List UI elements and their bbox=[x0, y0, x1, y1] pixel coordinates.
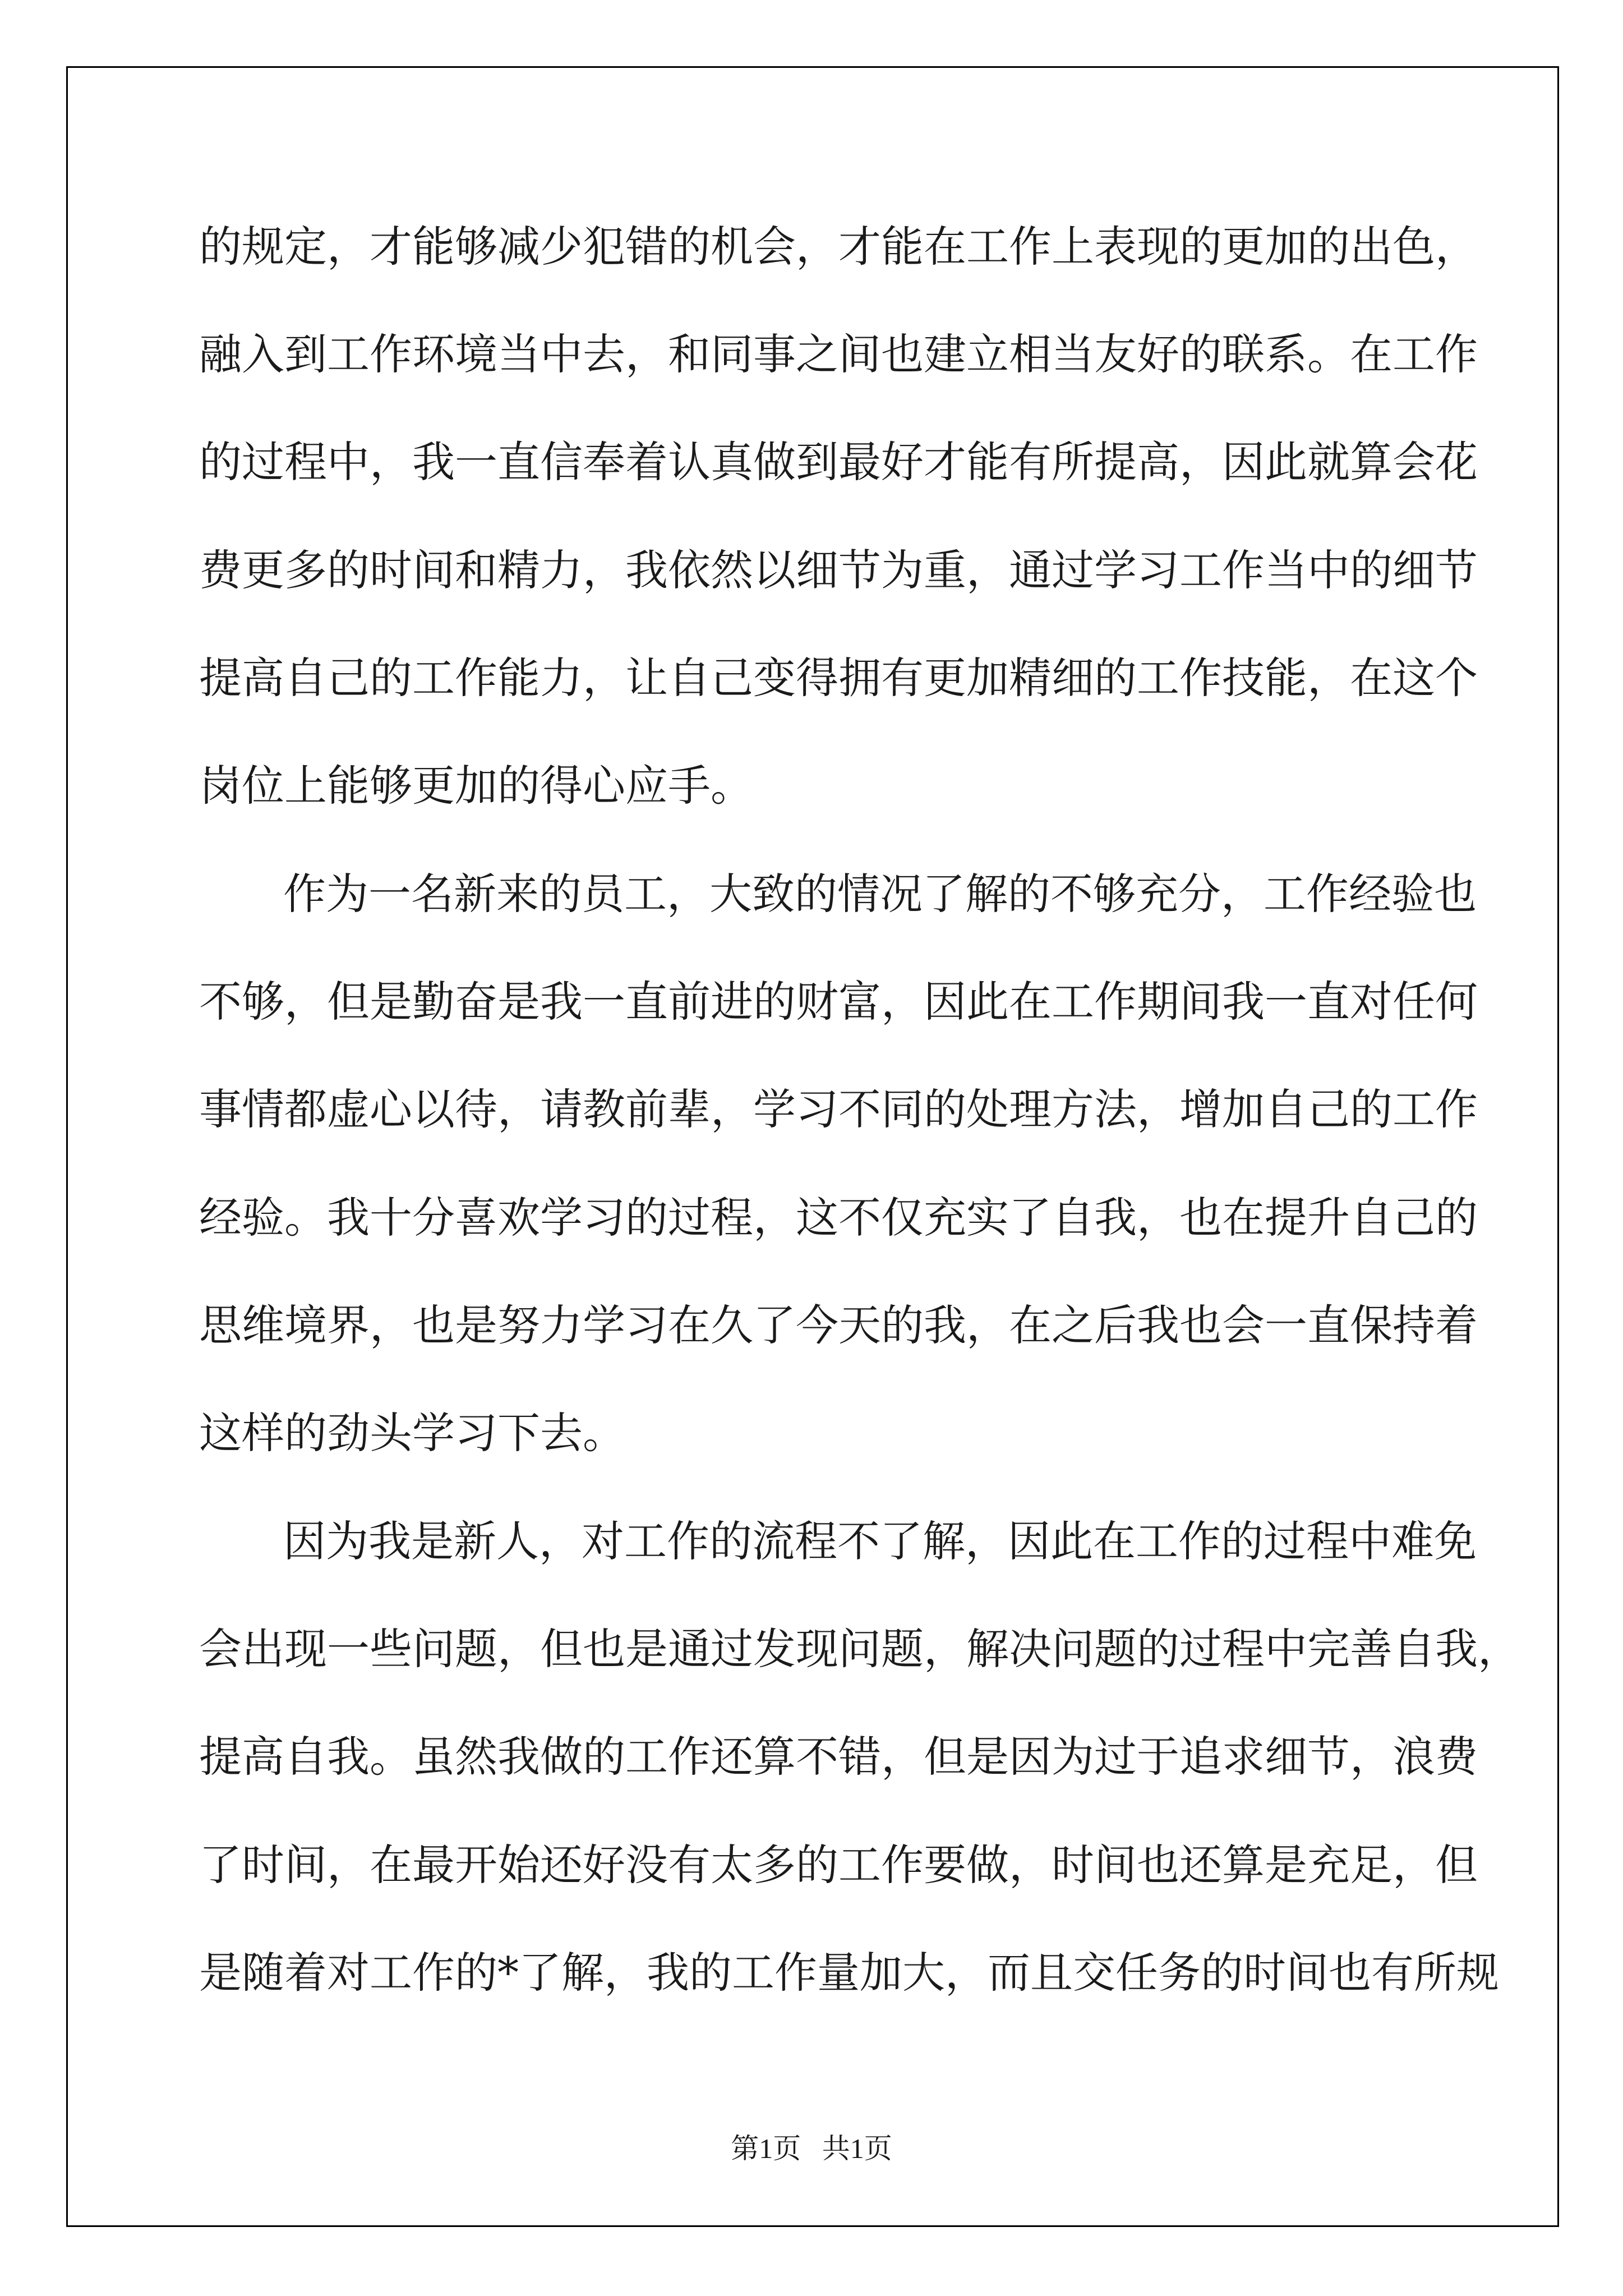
text-line: 了时间，在最开始还好没有太多的工作要做，时间也还算是充足，但 bbox=[199, 1840, 1478, 1890]
text-line: 提高自己的工作能力，让自己变得拥有更加精细的工作技能，在这个 bbox=[199, 653, 1478, 703]
text-line: 会出现一些问题，但也是通过发现问题，解决问题的过程中完善自我， bbox=[199, 1624, 1520, 1674]
page-border bbox=[66, 66, 1559, 2227]
text-line: 提高自我。虽然我做的工作还算不错，但是因为过于追求细节，浪费 bbox=[199, 1732, 1478, 1782]
text-line: 这样的劲头学习下去。 bbox=[199, 1408, 625, 1458]
text-line: 思维境界，也是努力学习在久了今天的我，在之后我也会一直保持着 bbox=[199, 1300, 1478, 1350]
text-line: 事情都虚心以待，请教前辈，学习不同的处理方法，增加自己的工作 bbox=[199, 1084, 1478, 1134]
text-line: 不够，但是勤奋是我一直前进的财富，因此在工作期间我一直对任何 bbox=[199, 977, 1478, 1027]
text-line: 岗位上能够更加的得心应手。 bbox=[199, 761, 753, 811]
page-footer: 第1页 共1页 bbox=[731, 2133, 892, 2164]
paragraph-first-line: 作为一名新来的员工，大致的情况了解的不够充分，工作经验也 bbox=[283, 869, 1477, 919]
text-line: 经验。我十分喜欢学习的过程，这不仅充实了自我，也在提升自己的 bbox=[199, 1193, 1478, 1243]
text-line: 是随着对工作的*了解，我的工作量加大，而且交任务的时间也有所规 bbox=[199, 1948, 1499, 1998]
text-line: 的过程中，我一直信奉着认真做到最好才能有所提高，因此就算会花 bbox=[199, 437, 1478, 487]
text-line: 的规定，才能够减少犯错的机会，才能在工作上表现的更加的出色， bbox=[199, 222, 1478, 272]
text-line: 融入到工作环境当中去，和同事之间也建立相当友好的联系。在工作 bbox=[199, 329, 1478, 379]
text-line: 费更多的时间和精力，我依然以细节为重，通过学习工作当中的细节 bbox=[199, 545, 1478, 595]
paragraph-first-line: 因为我是新人，对工作的流程不了解，因此在工作的过程中难免 bbox=[283, 1516, 1477, 1566]
